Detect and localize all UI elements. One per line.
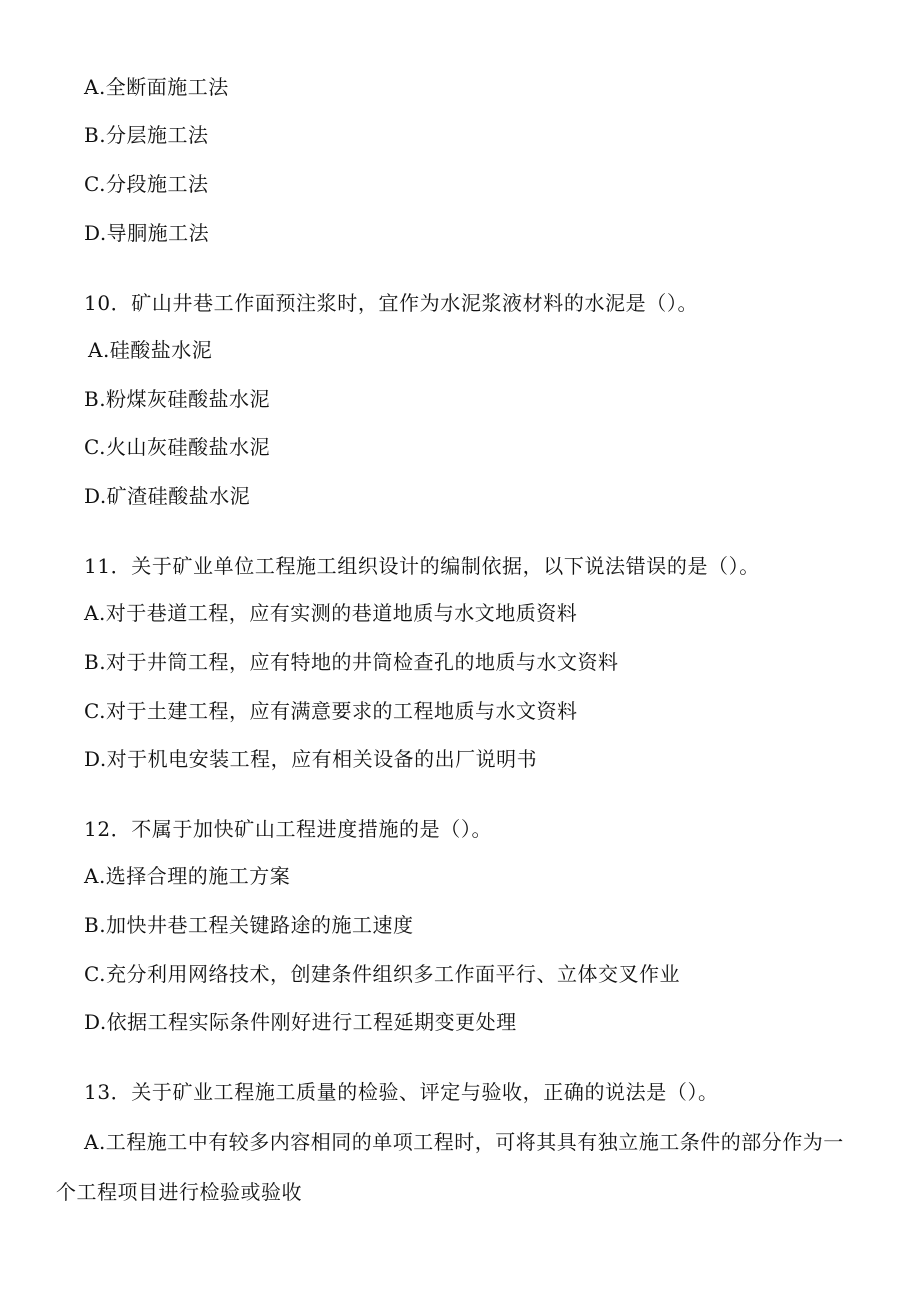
question-10-stem: 10．矿山井巷工作面预注浆时，宜作为水泥浆液材料的水泥是（）。 (84, 291, 699, 315)
question-12-option-c: C.充分利用网络技术，创建条件组织多工作面平行、立体交叉作业 (84, 962, 680, 986)
option-d: D.导胴施工法 (84, 221, 210, 245)
question-10-option-b: B.粉煤灰硅酸盐水泥 (84, 387, 271, 411)
question-12-option-a: A.选择合理的施工方案 (84, 864, 291, 888)
question-10-option-d: D.矿渣硅酸盐水泥 (84, 484, 251, 508)
option-b: B.分层施工法 (84, 123, 209, 147)
question-11-option-b: B.对于井筒工程，应有特地的井筒检查孔的地质与水文资料 (84, 650, 619, 674)
option-c: C.分段施工法 (84, 172, 209, 196)
option-a: A.全断面施工法 (84, 75, 229, 99)
question-12-stem: 12．不属于加快矿山工程进度措施的是（）。 (84, 817, 493, 841)
question-11-option-c: C.对于土建工程，应有满意要求的工程地质与水文资料 (84, 699, 578, 723)
question-13-option-a-line-2: 个工程项目进行检验或验收 (56, 1180, 302, 1204)
question-10-option-c: C.火山灰硅酸盐水泥 (84, 435, 270, 459)
question-11-option-a: A.对于巷道工程，应有实测的巷道地质与水文地质资料 (84, 601, 578, 625)
question-12-option-d: D.依据工程实际条件刚好进行工程延期变更处理 (84, 1010, 517, 1034)
question-13-stem: 13．关于矿业工程施工质量的检验、评定与验收，正确的说法是（）。 (84, 1080, 719, 1104)
question-10-option-a: A.硅酸盐水泥 (88, 338, 213, 362)
question-11-stem: 11．关于矿业单位工程施工组织设计的编制依据，以下说法错误的是（）。 (84, 554, 760, 578)
question-11-option-d: D.对于机电安装工程，应有相关设备的出厂说明书 (84, 747, 538, 771)
question-13-option-a-line-1: A.工程施工中有较多内容相同的单项工程时，可将其具有独立施工条件的部分作为一 (84, 1130, 844, 1154)
question-12-option-b: B.加快井巷工程关键路途的施工速度 (84, 913, 414, 937)
